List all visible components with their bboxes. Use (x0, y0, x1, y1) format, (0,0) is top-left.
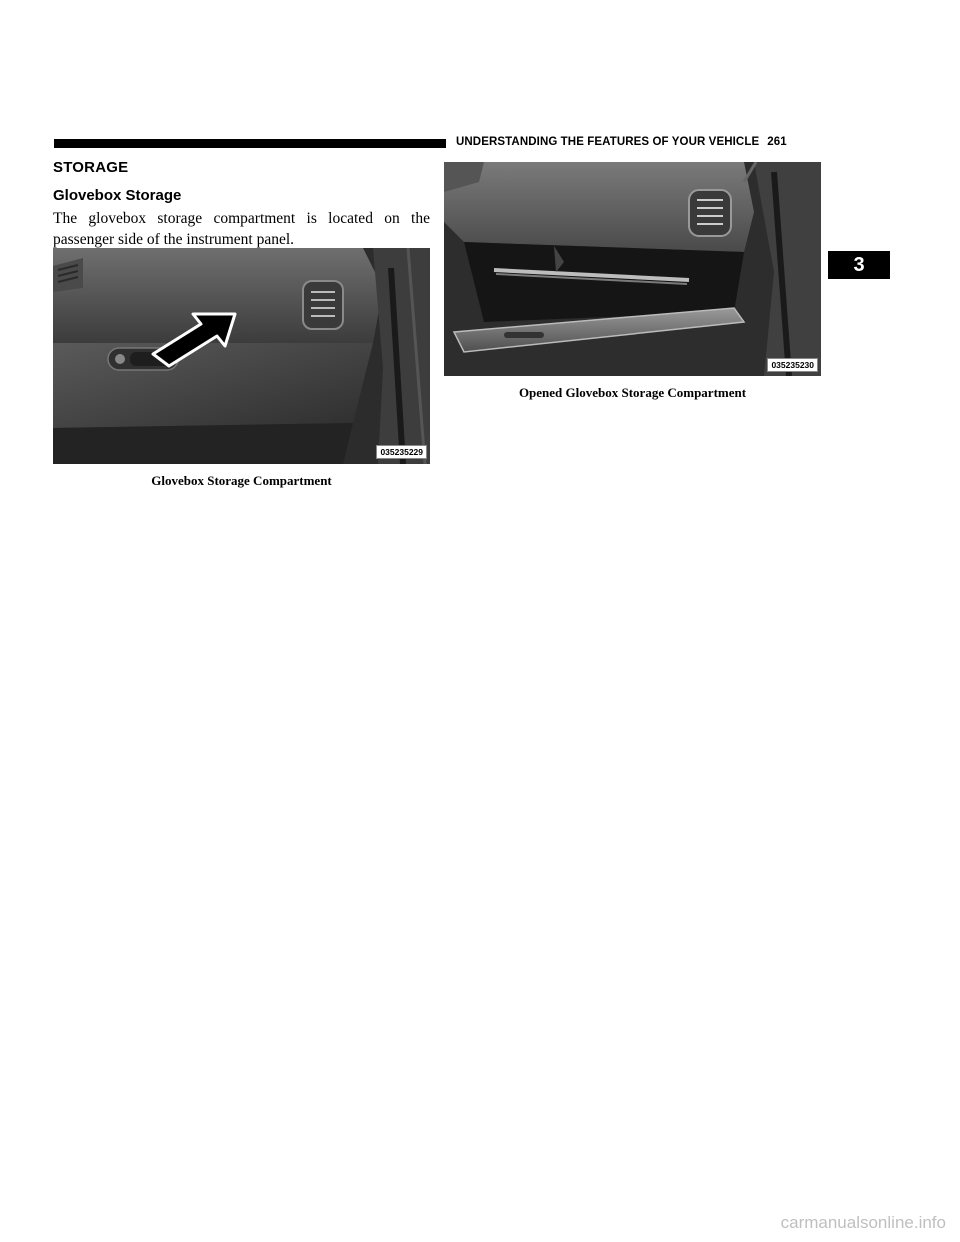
figure-glovebox-closed (53, 248, 430, 464)
figure-caption: Glovebox Storage Compartment (151, 473, 332, 488)
section-title: STORAGE (53, 159, 129, 176)
watermark: carmanualsonline.info (780, 1213, 946, 1232)
figure-id-label: 035235229 (376, 445, 427, 459)
page-number: 261 (767, 136, 787, 148)
figure-id-label: 035235230 (767, 358, 818, 372)
chapter-tab: 3 (828, 251, 890, 279)
body-paragraph: The glovebox storage compartment is located on the passenger side of the instrument panel. (53, 210, 430, 248)
figure-glovebox-opened (444, 162, 821, 376)
glovebox-opened-illustration (444, 162, 821, 376)
running-header (456, 136, 787, 148)
figure-caption: Opened Glovebox Storage Compartment (518, 385, 747, 400)
subsection-title: Glovebox Storage (53, 187, 182, 204)
header-section-title: UNDERSTANDING THE FEATURES OF YOUR VEHICLE (456, 136, 760, 148)
header-rule (54, 139, 446, 148)
glovebox-closed-illustration (53, 248, 430, 464)
